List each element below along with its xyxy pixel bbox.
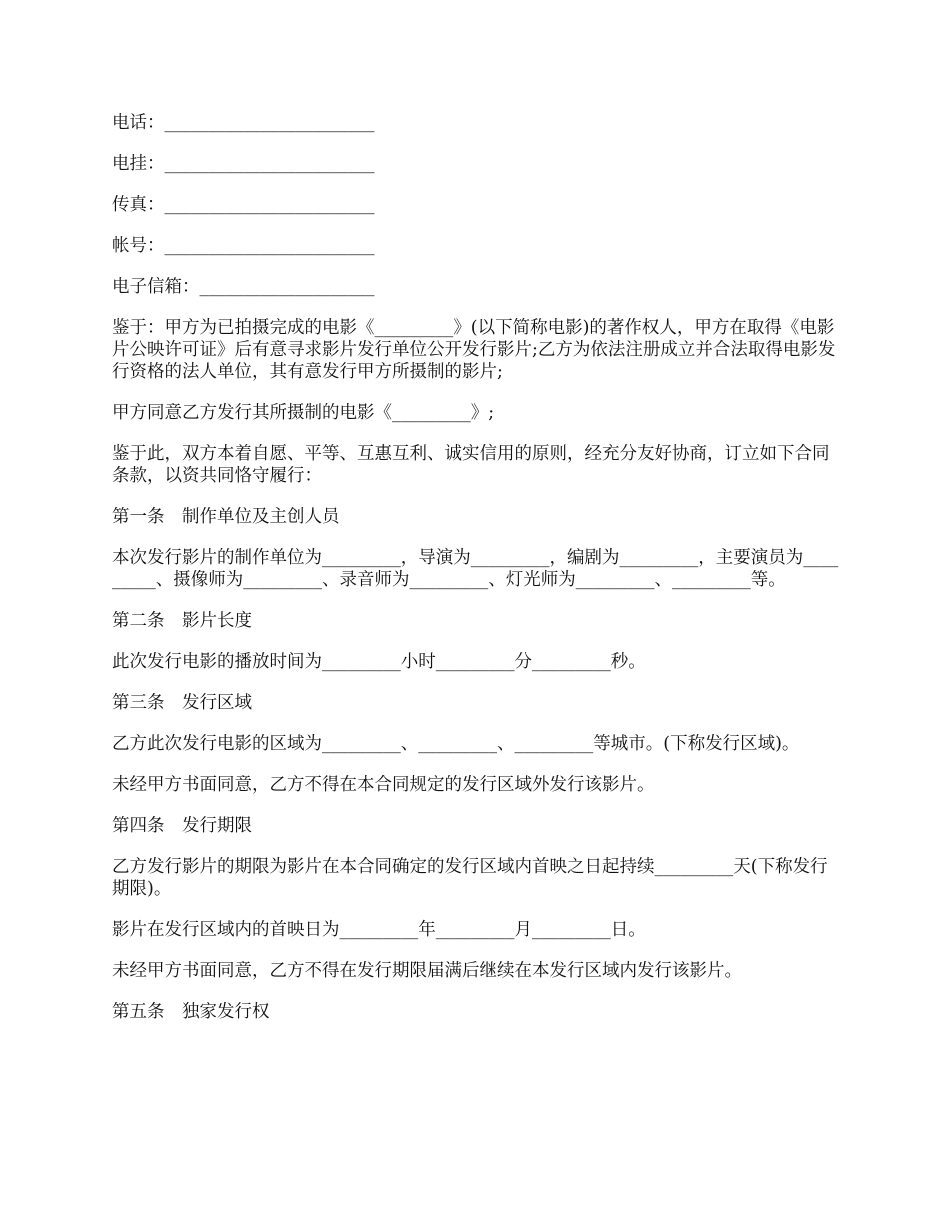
article-4-body-3: 未经甲方书面同意，乙方不得在发行期限届满后继续在本发行区域内发行该影片。 — [112, 961, 742, 981]
article-5-title: 第五条 独家发行权 — [112, 1002, 270, 1022]
article-4-title: 第四条 发行期限 — [112, 816, 252, 836]
article-3-body-1: 乙方此次发行电影的区域为_________、_________、_________等城市。(下称发行区域)。 — [112, 734, 800, 754]
email-field: 电子信箱：____________________ — [112, 277, 375, 297]
article-4-body-2: 影片在发行区域内的首映日为_________年_________月_________日。 — [112, 920, 646, 940]
article-3-body-2: 未经甲方书面同意，乙方不得在本合同规定的发行区域外发行该影片。 — [112, 775, 655, 795]
document-page — [112, 112, 840, 1042]
article-1-title: 第一条 制作单位及主创人员 — [112, 507, 340, 527]
phone-field: 电话：________________________ — [112, 113, 375, 133]
whereas-paragraph-1: 鉴于：甲方为已拍摄完成的电影《_________》(以下简称电影)的著作权人，甲方在取得《电影片公映许可证》后有意寻求影片发行单位公开发行影片;乙方为依法注册成立并合法取得电影发行资格的法人单位，其有意发行甲方所摄制的影片; — [112, 318, 836, 382]
article-1-body: 本次发行影片的制作单位为_________，导演为_________，编剧为_________，主要演员为_________、摄像师为_________、录音师为_________、灯光师为_________、_________等。 — [112, 548, 839, 590]
fax-field: 传真：________________________ — [112, 195, 375, 215]
telegram-field: 电挂：________________________ — [112, 154, 375, 174]
whereas-paragraph-2: 鉴于此，双方本着自愿、平等、互惠互利、诚实信用的原则，经充分友好协商，订立如下合同条款，以资共同恪守履行： — [112, 444, 830, 486]
article-3-title: 第三条 发行区域 — [112, 693, 252, 713]
article-2-title: 第二条 影片长度 — [112, 611, 252, 631]
article-2-body: 此次发行电影的播放时间为_________小时_________分_________秒。 — [112, 652, 646, 672]
article-4-body-1: 乙方发行影片的期限为影片在本合同确定的发行区域内首映之日起持续_________天(下称发行期限)。 — [112, 857, 828, 899]
account-field: 帐号：________________________ — [112, 236, 375, 256]
agreement-paragraph: 甲方同意乙方发行其所摄制的电影《_________》; — [112, 403, 495, 423]
